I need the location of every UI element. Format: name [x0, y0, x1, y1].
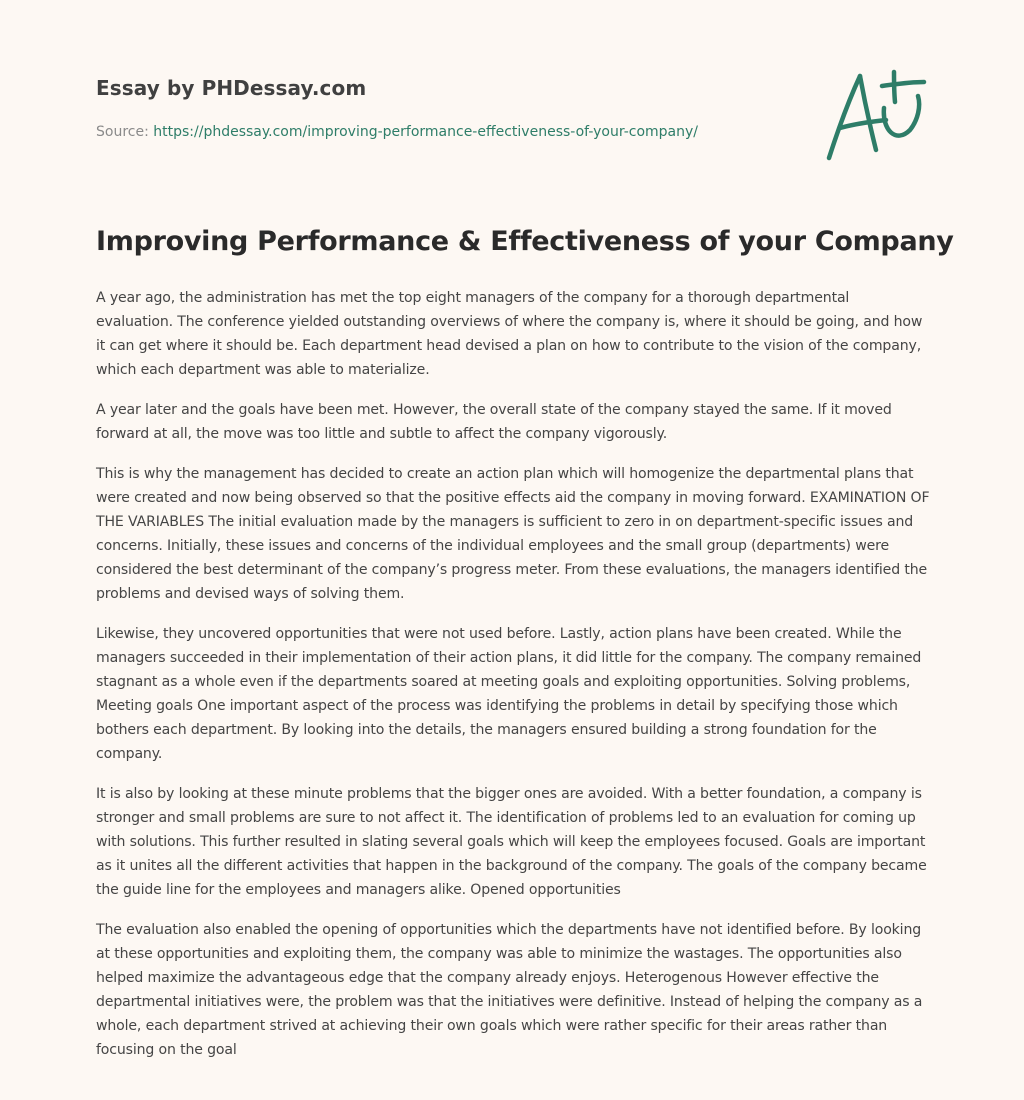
source-link[interactable]: https://phdessay.com/improving-performance-effectiveness-of-your-company/: [153, 124, 699, 140]
essay-title: Improving Performance & Effectiveness of your Company: [96, 226, 954, 257]
essay-paragraph: A year later and the goals have been met. However, the overall state of the company stayed the same. If it moved forward at all, the move was too little and subtle to affect the company vigorously.: [96, 402, 892, 442]
a-plus-logo-icon: [824, 68, 928, 164]
site-title: Essay by PHDessay.com: [96, 76, 367, 100]
essay-body: [96, 286, 930, 1078]
source-label: Source:: [96, 124, 154, 140]
essay-paragraph: This is why the management has decided to create an action plan which will homogenize the departmental plans that were created and now being observed so that the positive effects aid the company in moving forward. EXAMINATION OF THE VARIABLES The initial evaluation made by the managers is sufficient to zero in on department-specific issues and concerns. Initially, these issues and concerns of the individual employees and the small group (departments) were considered the best determinant of the company’s progress meter. From these evaluations, the managers identified the problems and devised ways of solving them.: [96, 466, 930, 602]
essay-paragraph: It is also by looking at these minute problems that the bigger ones are avoided. With a better foundation, a company is stronger and small problems are sure to not affect it. The identification of problems led to an evaluation for coming up with solutions. This further resulted in slating several goals which will keep the employees focused. Goals are important as it unites all the different activities that happen in the background of the company. The goals of the company became the guide line for the employees and managers alike. Opened opportunities: [96, 786, 927, 898]
essay-paragraph: The evaluation also enabled the opening of opportunities which the departments have not identified before. By looking at these opportunities and exploiting them, the company was able to minimize the wastages. The opportunities also helped maximize the advantageous edge that the company already enjoys. Heterogenous However effective the departmental initiatives were, the problem was that the initiatives were definitive. Instead of helping the company as a whole, each department strived at achieving their own goals which were rather specific for their areas rather than focusing on the goal: [96, 922, 923, 1058]
source-line: [96, 124, 698, 140]
essay-paragraph: A year ago, the administration has met the top eight managers of the company for a thorough departmental evaluation. The conference yielded outstanding overviews of where the company is, where it should be going, and how it can get where it should be. Each department head devised a plan on how to contribute to the vision of the company, which each department was able to materialize.: [96, 290, 923, 378]
essay-paragraph: Likewise, they uncovered opportunities that were not used before. Lastly, action plans have been created. While the managers succeeded in their implementation of their action plans, it did little for the company. The company remained stagnant as a whole even if the departments soared at meeting goals and exploiting opportunities. Solving problems, Meeting goals One important aspect of the process was identifying the problems in detail by specifying those which bothers each department. By looking into the details, the managers ensured building a strong foundation for the company.: [96, 626, 922, 762]
